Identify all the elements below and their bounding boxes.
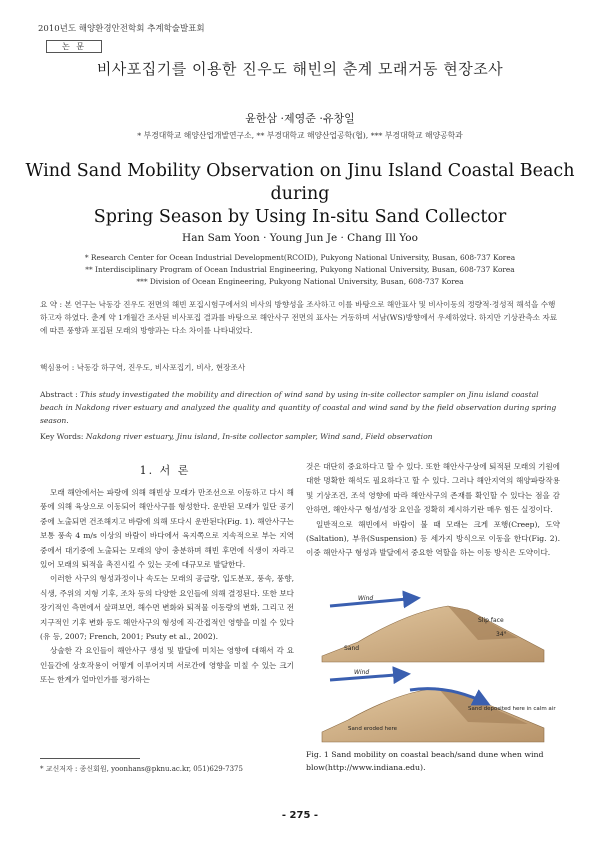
affiliation-2: ** Interdisciplinary Program of Ocean Industrial Engineering, Pukyong National University, Busan, 608-737 Korea	[85, 265, 515, 274]
section-heading: 1. 서 론	[139, 464, 191, 477]
footnote-rule	[40, 758, 140, 759]
english-title	[0, 160, 600, 229]
korean-title: 비사포집기를 이용한 진우도 해빈의 춘계 모래거동 현장조사	[96, 60, 504, 78]
korean-abstract-label: 요 약 :	[40, 300, 63, 309]
conference-header: 2010년도 해양환경안전학회 추계학술발표회	[38, 24, 205, 34]
english-abstract-text: This study investigated the mobility and direction of wind sand by using in-site collector sampler on Jinu island coastal beach in Nakdong river estuary and analyzed the quality and quantity of coastal and wind sand by the field observation during spring season.	[40, 390, 557, 425]
label-sand-eroded: Sand eroded here	[348, 726, 397, 732]
label-angle: 34°	[496, 631, 507, 638]
right-paragraph-2: 일반적으로 해빈에서 바람이 불 때 모래는 크게 포행(Creep), 도약(Saltation), 부유(Suspension) 등 세가지 방식으로 이동을 한다(Fig. 2). 이중 해안사구 형성과 발달에서 중요한 역할을 하는 이동 방식은 도약이다.	[306, 519, 560, 558]
page-number: - 275 -	[281, 810, 319, 821]
right-column	[306, 460, 560, 561]
korean-abstract-text: 본 연구는 낙동강 진우도 전면의 해빈 포집시험구에서의 비사의 방향성을 조사하고 이를 바탕으로 해안표사 및 비사이동의 정량적·정성적 해석을 수행하고자 하였다. 춘계 약 1개월간 조사된 비사포집 결과를 바탕으로 해안사구 전면의 표사는 거동하며 서남(WS)방향에서 우세하였다. 하지만 기상관측소 자료에 따른 풍향과 포집된 모래의 방향과는 다소 차이를 나타내었다.	[40, 300, 558, 335]
label-sand: Sand	[344, 645, 360, 652]
sand-mobility-figure	[318, 592, 556, 744]
left-paragraph-3: 상술한 각 요인들이 해안사구 생성 및 발달에 미치는 영향에 대해서 각 요인들간에 상호작용이 어떻게 이루어지며 서로간에 영향을 미칠 수 있는 크기 또는 한계가 얼마인가를 평가하는	[40, 646, 294, 685]
english-affiliations	[0, 252, 600, 288]
english-title-line-2: Spring Season by Using In-situ Sand Collector	[93, 207, 507, 227]
english-abstract-label: Abstract :	[40, 390, 78, 399]
label-slip-face: Slip face	[478, 617, 504, 624]
english-keywords-text: Nakdong river estuary, Jinu island, In-site collector sampler, Wind sand, Field observation	[83, 432, 433, 441]
footnote: * 교신저자 : 종신회원, yoonhans@pknu.ac.kr, 051)629-7375	[40, 765, 243, 773]
affiliation-1: * Research Center for Ocean Industrial Development(RCOID), Pukyong National University, Busan, 608-737 Korea	[84, 253, 516, 262]
english-keywords	[40, 432, 433, 441]
affiliation-3: *** Division of Ocean Engineering, Pukyong National University, Busan, 608-737 Korea	[136, 277, 464, 286]
label-sand-deposited: Sand deposited here in calm air	[468, 706, 556, 712]
paper-type-badge: 논 문	[46, 40, 102, 53]
korean-keywords-label: 핵심용어 :	[40, 363, 75, 372]
english-abstract	[40, 388, 562, 427]
figure-caption: Fig. 1 Sand mobility on coastal beach/sand dune when wind blow(http://www.indiana.edu).	[306, 750, 544, 772]
label-wind-bottom: Wind	[354, 669, 370, 676]
wind-arrow-top	[330, 598, 418, 606]
korean-keywords-text: 낙동강 하구역, 진우도, 비사포집기, 비사, 현장조사	[74, 363, 246, 372]
korean-affiliations: * 부경대학교 해양산업개발연구소, ** 부경대학교 해양산업공학(협), *** 부경대학교 해양공학과	[137, 131, 463, 140]
left-paragraph-2: 이러한 사구의 형성과정이나 속도는 모래의 공급량, 입도분포, 풍속, 풍향, 식생, 주위의 지형 기후, 조차 등의 다양한 요인들에 의해 결정된다. 또한 보다 장기적인 측면에서 살펴보면, 해수면 변화와 퇴적물 이동량의 변화, 그리고 전지구적인 기후 변화 등도 해안사구의 형성에 직·간접적인 영향을 미칠 수 있다(유 등, 2007; French, 2001; Psuty et al., 2002).	[40, 574, 294, 642]
english-authors: Han Sam Yoon · Young Jun Je · Chang Ill Yoo	[182, 232, 418, 244]
korean-keywords	[40, 362, 245, 373]
english-keywords-label: Key Words:	[40, 432, 84, 441]
korean-authors: 윤한삼 ·제영준 ·유창일	[245, 112, 355, 125]
left-paragraph-1: 모래 해안에서는 파랑에 의해 해빈상 모래가 만조선으로 이동하고 다시 해풍에 의해 육상으로 이동되어 해안사구를 형성한다. 운반된 모래가 일단 공기 중에 노출되면 건조해지고 바람에 의해 또다시 운반된다(Fig. 1). 해안사구는 보통 풍속 4 m/s 이상의 바람이 바다에서 육지쪽으로 지속적으로 부는 지역중에서 대기중에 노출되는 모래의 양이 충분하며 해빈 후면에 식생이 자라고 있어 모래의 퇴적을 촉진시킬 수 있는 곳에 대규모로 발달한다.	[40, 488, 294, 570]
korean-abstract	[40, 298, 562, 337]
english-title-line-1: Wind Sand Mobility Observation on Jinu Island Coastal Beach during	[25, 161, 575, 204]
left-column	[40, 486, 294, 688]
label-wind-top: Wind	[358, 595, 374, 602]
dune-bottom-shape	[322, 688, 544, 742]
right-paragraph-1: 것은 대단히 중요하다고 할 수 있다. 또한 해안사구상에 퇴적된 모래의 기원에 대한 명확한 해석도 필요하다고 할 수 있다. 그러나 해안지역의 해양파랑작용 및 기상조건, 조석 영향에 따라 해안사구의 존재를 확인할 수 있다는 점을 감안하면, 해안사구 형성/성장 요인을 정확히 제시하기란 매우 힘든 실정이다.	[306, 462, 560, 515]
